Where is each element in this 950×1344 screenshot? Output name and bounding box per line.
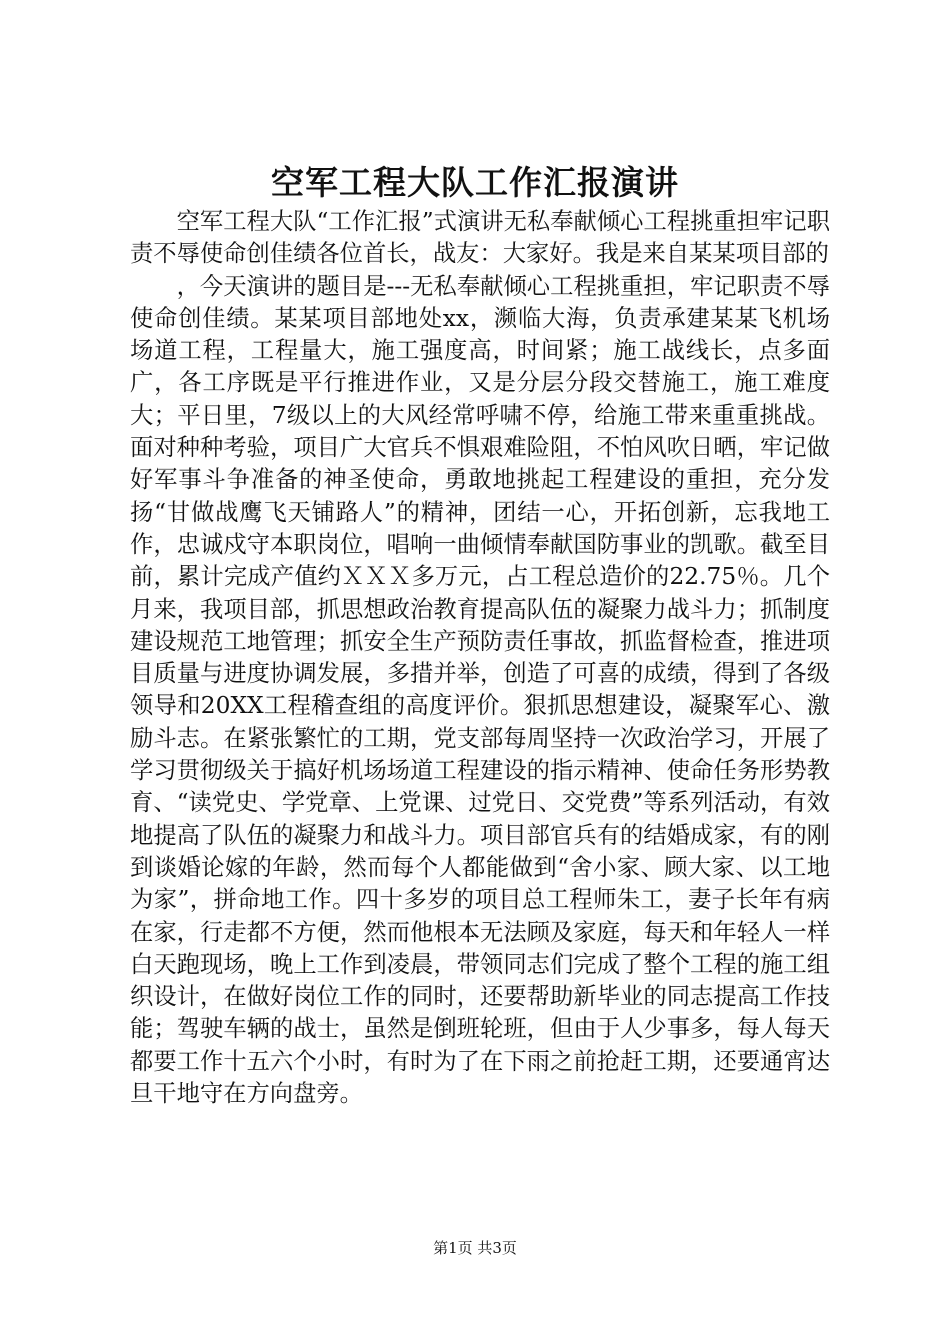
document-title: 空军工程大队工作汇报演讲: [271, 163, 679, 202]
paragraph-intro: 空军工程大队“工作汇报”式演讲无私奉献倾心工程挑重担牢记职责不辱使命创佳绩各位首长，战友：大家好。我是来自某某项目部的: [130, 208, 830, 268]
document-body: [130, 206, 830, 1110]
paragraph-main: ，今天演讲的题目是---无私奉献倾心工程挑重担，牢记职责不辱使命创佳绩。某某项目部地处xx，濒临大海，负责承建某某飞机场场道工程，工程量大，施工强度高，时间紧；施工战线长，点多面广，各工序既是平行推进作业，又是分层分段交替施工，施工难度大；平日里，7级以上的大风经常呼啸不停，给施工带来重重挑战。面对种种考验，项目广大官兵不惧艰难险阻，不怕风吹日晒，牢记做好军事斗争准备的神圣使命，勇敢地挑起工程建设的重担，充分发扬“甘做战鹰飞天铺路人”的精神，团结一心，开拓创新，忘我地工作，忠诚戍守本职岗位，唱响一曲倾情奉献国防事业的凯歌。截至目前，累计完成产值约ＸＸＸ多万元，占工程总造价的22.75％。几个月来，我项目部，抓思想政治教育提高队伍的凝聚力战斗力；抓制度建设规范工地管理；抓安全生产预防责任事故，抓监督检查，推进项目质量与进度协调发展，多措并举，创造了可喜的成绩，得到了各级领导和20XX工程稽查组的高度评价。狠抓思想建设，凝聚军心、激励斗志。在紧张繁忙的工期，党支部每周坚持一次政治学习，开展了学习贯彻级关于搞好机场场道工程建设的指示精神、使命任务形势教育、“读党史、学党章、上党课、过党日、交党费”等系列活动，有效地提高了队伍的凝聚力和战斗力。项目部官兵有的结婚成家，有的刚到谈婚论嫁的年龄，然而每个人都能做到“舍小家、顾大家、以工地为家”，拼命地工作。四十多岁的项目总工程师朱工，妻子长年有病在家，行走都不方便，然而他根本无法顾及家庭，每天和年轻人一样白天跑现场，晚上工作到凌晨，带领同志们完成了整个工程的施工组织设计，在做好岗位工作的同时，还要帮助新毕业的同志提高工作技能；驾驶车辆的战士，虽然是倒班轮班，但由于人少事多，每人每天都要工作十五六个小时，有时为了在下雨之前抢赶工期，还要通宵达旦干地守在方向盘旁。: [130, 272, 830, 1108]
page-footer: 第1页 共3页: [433, 1239, 517, 1257]
